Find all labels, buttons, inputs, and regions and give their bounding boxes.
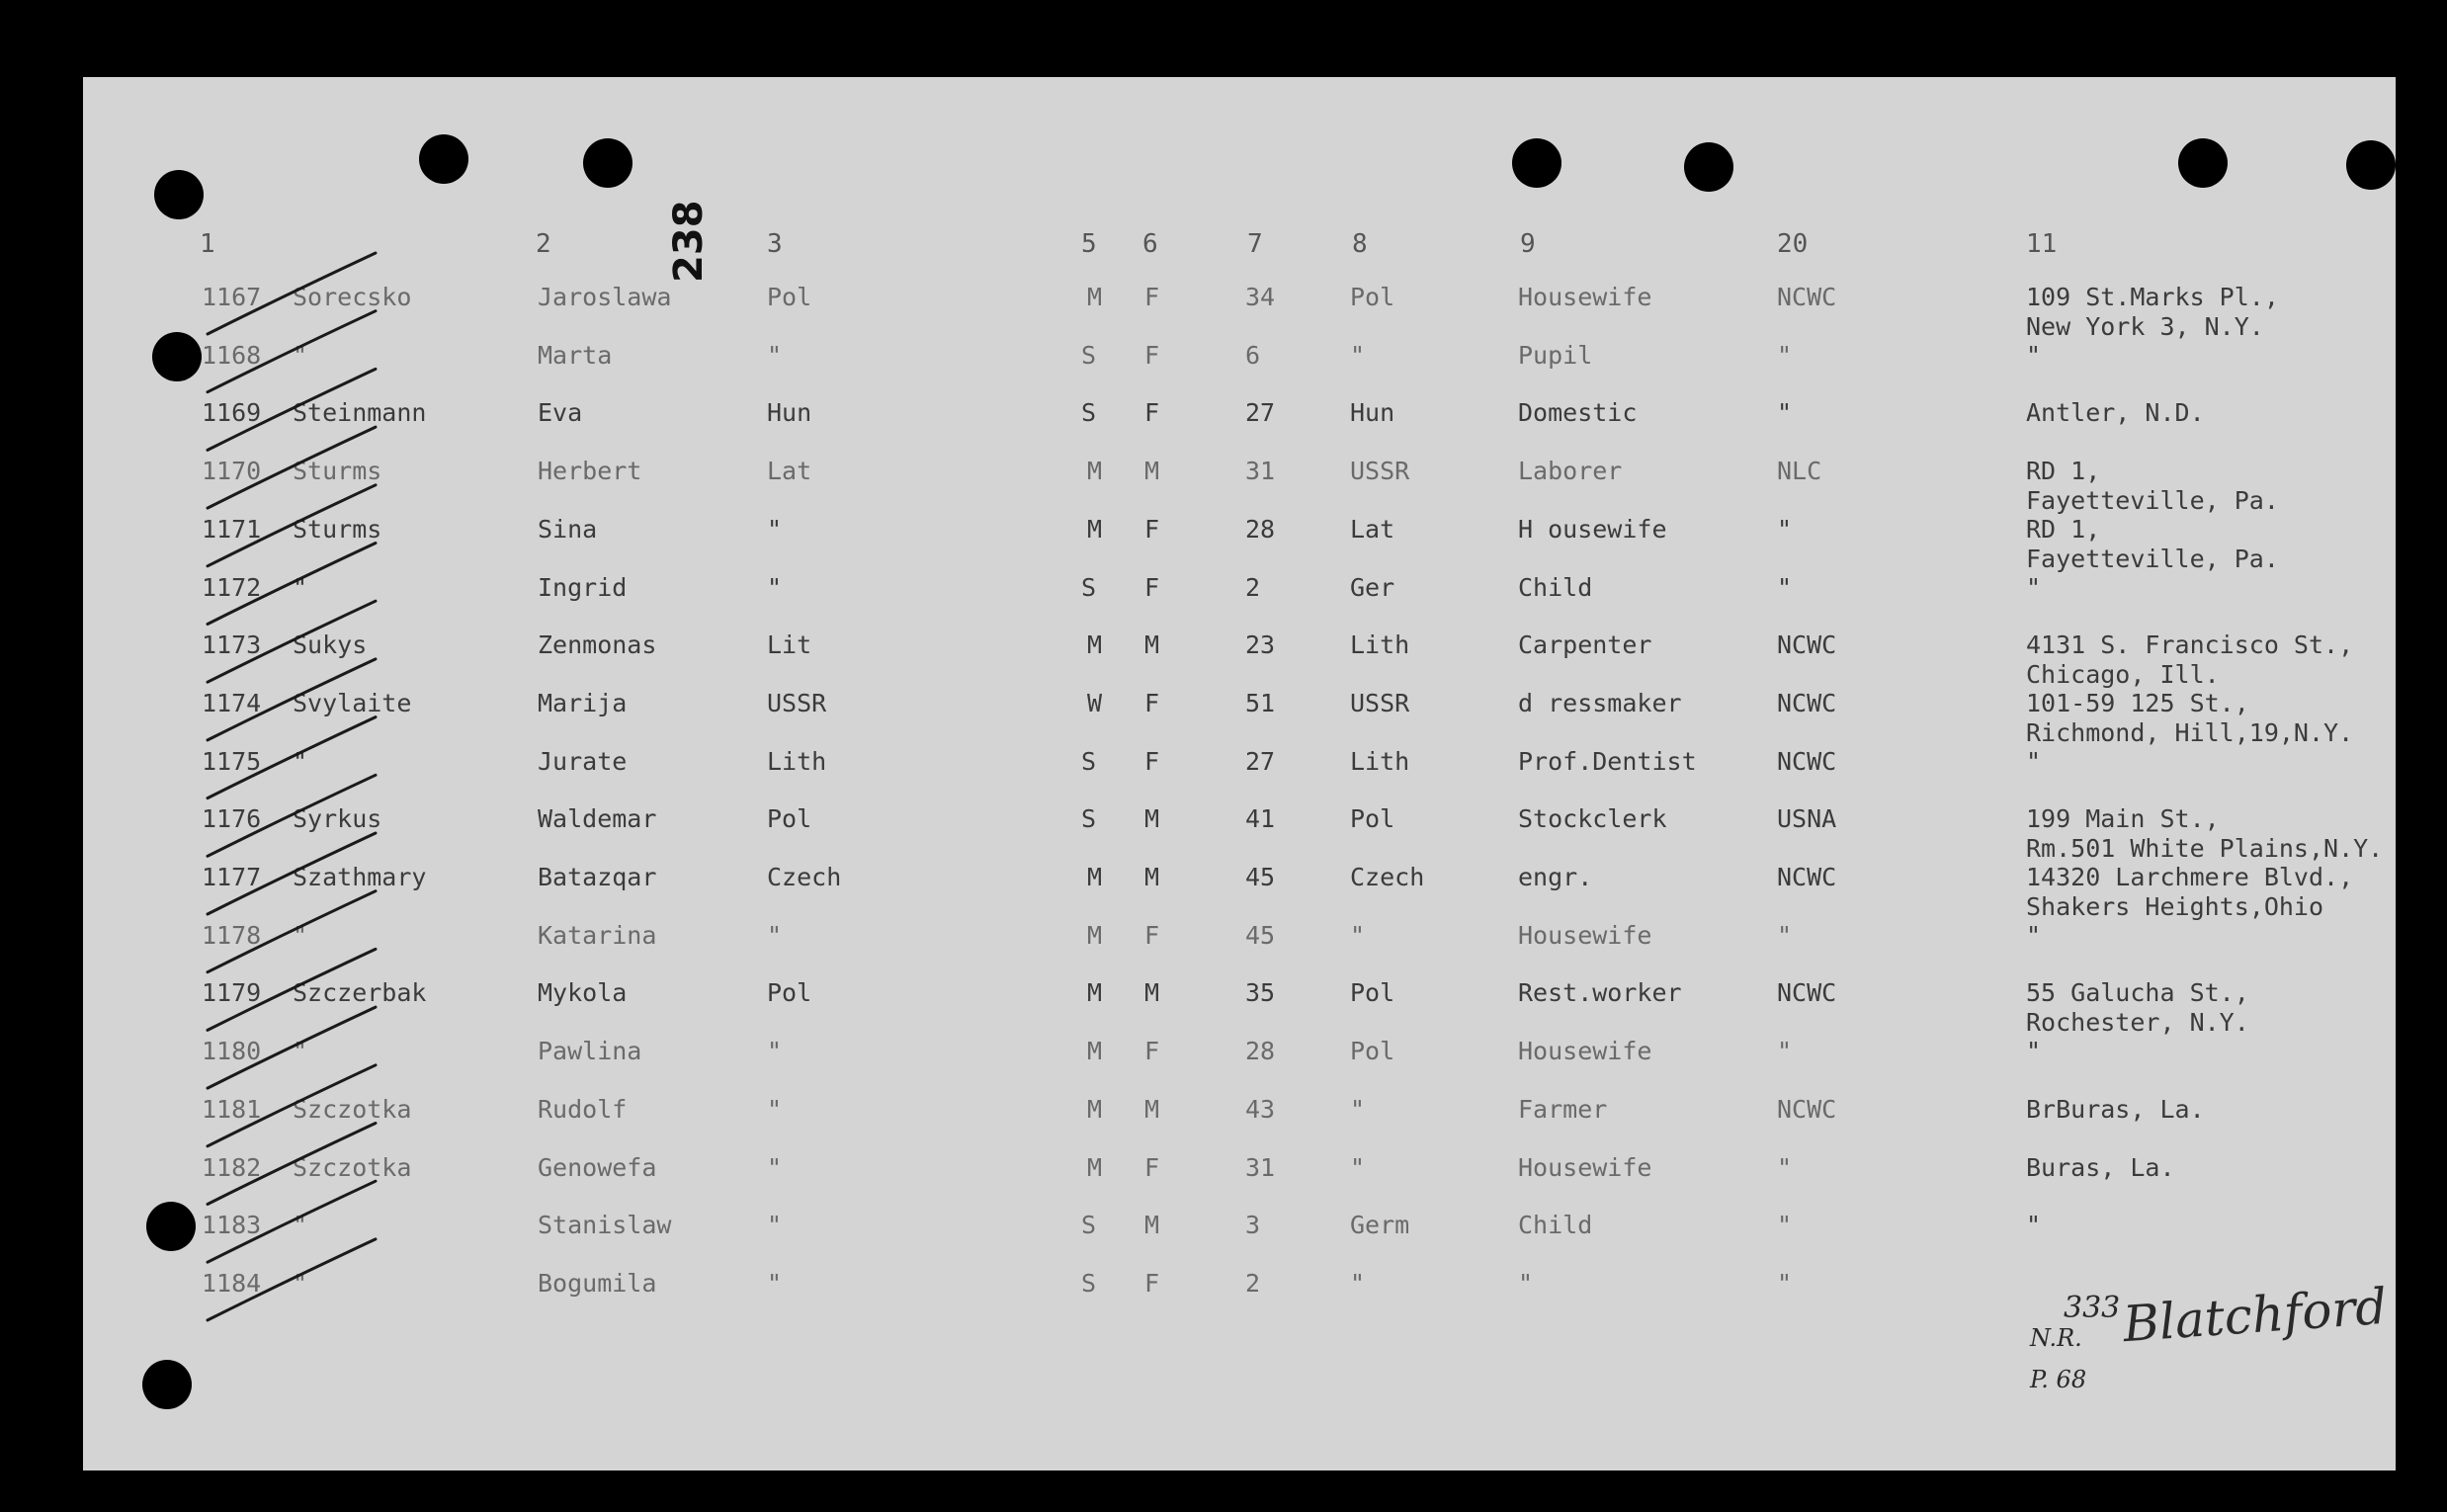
cell-sex: M — [1144, 978, 1160, 1008]
cell-given: Batazqar — [538, 863, 657, 891]
cell-sex: M — [1144, 630, 1160, 660]
punch-hole — [583, 138, 633, 188]
cell-marital: W — [1087, 688, 1103, 717]
cell-agency: NCWC — [1777, 863, 1837, 891]
cell-given: Jaroslawa — [538, 283, 672, 311]
cell-nat: " — [767, 1037, 783, 1066]
cell-birth: Pol — [1350, 283, 1395, 311]
cell-nat: " — [767, 1094, 783, 1124]
cell-sex: F — [1144, 688, 1160, 717]
cell-birth: Germ — [1350, 1211, 1410, 1240]
cell-no: 1182 — [202, 1152, 262, 1182]
cell-occupation: Stockclerk — [1518, 804, 1667, 834]
cell-address: Richmond, Hill,19,N.Y. — [2026, 717, 2354, 747]
cell-address: 55 Galucha St., — [2026, 978, 2249, 1008]
cell-occupation: Housewife — [1518, 1152, 1652, 1182]
cell-marital: M — [1087, 1152, 1103, 1182]
cell-agency: " — [1777, 1037, 1793, 1066]
cell-no: 1179 — [202, 978, 262, 1008]
punch-hole — [152, 332, 202, 381]
cell-address: 14320 Larchmere Blvd., — [2026, 863, 2354, 891]
cell-age: 31 — [1245, 457, 1276, 486]
cell-given: Herbert — [538, 457, 642, 486]
footer-handwritten-name: Blatchford — [2121, 1277, 2390, 1354]
column-header: 5 — [1081, 229, 1097, 259]
cell-marital: M — [1087, 1094, 1103, 1124]
cell-birth: Lat — [1350, 514, 1395, 544]
cell-sex: F — [1144, 572, 1160, 602]
cell-no: 1170 — [202, 457, 262, 486]
cell-agency: NCWC — [1777, 1094, 1837, 1124]
cell-sex: F — [1144, 1268, 1160, 1298]
cell-address: " — [2026, 572, 2042, 602]
cell-nat: " — [767, 1211, 783, 1240]
cell-surname: Svylaite — [293, 688, 412, 717]
cell-birth: USSR — [1350, 688, 1410, 717]
column-header: 8 — [1352, 229, 1368, 259]
cell-sex: M — [1144, 1211, 1160, 1240]
column-header: 7 — [1247, 229, 1263, 259]
cell-occupation: Carpenter — [1518, 630, 1652, 660]
cell-occupation: Housewife — [1518, 283, 1652, 311]
cell-surname: Szczerbak — [293, 978, 427, 1008]
cell-agency: " — [1777, 572, 1793, 602]
cell-sex: M — [1144, 804, 1160, 834]
cell-occupation: Pupil — [1518, 340, 1593, 370]
cell-agency: NCWC — [1777, 746, 1837, 776]
cell-address: RD 1, — [2026, 457, 2101, 486]
cell-marital: S — [1081, 1211, 1097, 1240]
cell-address: " — [2026, 1211, 2042, 1240]
cell-surname: Syrkus — [293, 804, 382, 834]
cell-given: Stanislaw — [538, 1211, 672, 1240]
cell-address: RD 1, — [2026, 514, 2101, 544]
cell-surname: " — [293, 572, 308, 602]
column-header: 9 — [1520, 229, 1536, 259]
cell-marital: M — [1087, 514, 1103, 544]
cell-agency: NCWC — [1777, 630, 1837, 660]
cell-birth: " — [1350, 1152, 1366, 1182]
cell-agency: NCWC — [1777, 688, 1837, 717]
cell-sex: F — [1144, 340, 1160, 370]
cell-no: 1177 — [202, 863, 262, 891]
cell-address: 101-59 125 St., — [2026, 688, 2249, 717]
cell-no: 1174 — [202, 688, 262, 717]
cell-given: Zenmonas — [538, 630, 657, 660]
cell-birth: " — [1350, 920, 1366, 950]
cell-nat: Pol — [767, 804, 812, 834]
cell-address: 109 St.Marks Pl., — [2026, 283, 2279, 311]
cell-surname: Sturms — [293, 457, 382, 486]
cell-occupation: Laborer — [1518, 457, 1623, 486]
cell-birth: Lith — [1350, 630, 1410, 660]
cell-given: Eva — [538, 398, 583, 428]
punch-hole — [1512, 138, 1561, 188]
cell-birth: Lith — [1350, 746, 1410, 776]
cell-occupation: Child — [1518, 572, 1593, 602]
cell-birth: Ger — [1350, 572, 1395, 602]
cell-age: 27 — [1245, 398, 1276, 428]
cell-agency: " — [1777, 1211, 1793, 1240]
cell-given: Jurate — [538, 746, 628, 776]
cell-address: Rochester, N.Y. — [2026, 1008, 2249, 1038]
cell-address: 199 Main St., — [2026, 804, 2220, 834]
cell-occupation: H ousewife — [1518, 514, 1667, 544]
cell-given: Sina — [538, 514, 598, 544]
cell-birth: " — [1350, 1268, 1366, 1298]
cell-surname: Steinmann — [293, 398, 427, 428]
cell-birth: " — [1350, 340, 1366, 370]
cell-age: 41 — [1245, 804, 1276, 834]
cell-no: 1176 — [202, 804, 262, 834]
cell-nat: USSR — [767, 688, 827, 717]
cell-given: Genowefa — [538, 1152, 657, 1182]
punch-hole — [2178, 138, 2228, 188]
cell-age: 6 — [1245, 340, 1261, 370]
cell-sex: F — [1144, 398, 1160, 428]
cell-agency: " — [1777, 340, 1793, 370]
cell-nat: " — [767, 340, 783, 370]
cell-sex: M — [1144, 1094, 1160, 1124]
cell-no: 1175 — [202, 746, 262, 776]
cell-age: 28 — [1245, 1037, 1276, 1066]
column-header: 6 — [1142, 229, 1158, 259]
cell-age: 3 — [1245, 1211, 1261, 1240]
footer-page-label: P. 68 — [2030, 1366, 2087, 1393]
cell-surname: " — [293, 1037, 308, 1066]
cell-agency: USNA — [1777, 804, 1837, 834]
cell-nat: Lit — [767, 630, 812, 660]
cell-birth: Czech — [1350, 863, 1425, 891]
cell-sex: M — [1144, 457, 1160, 486]
cell-sex: F — [1144, 283, 1160, 311]
cell-agency: " — [1777, 514, 1793, 544]
cell-nat: " — [767, 1268, 783, 1298]
cell-surname: " — [293, 340, 308, 370]
cell-age: 43 — [1245, 1094, 1276, 1124]
cell-address: Rm.501 White Plains,N.Y. — [2026, 834, 2384, 864]
cell-surname: Szczotka — [293, 1152, 412, 1182]
cell-given: Mykola — [538, 978, 628, 1008]
cell-occupation: Prof.Dentist — [1518, 746, 1697, 776]
cell-address: New York 3, N.Y. — [2026, 312, 2264, 341]
cell-occupation: Domestic — [1518, 398, 1638, 428]
cell-given: Rudolf — [538, 1094, 628, 1124]
cell-given: Marta — [538, 340, 613, 370]
cell-occupation: Child — [1518, 1211, 1593, 1240]
cell-sex: F — [1144, 920, 1160, 950]
cell-given: Katarina — [538, 920, 657, 950]
cell-age: 27 — [1245, 746, 1276, 776]
cell-sex: M — [1144, 863, 1160, 891]
cell-agency: " — [1777, 398, 1793, 428]
cell-occupation: engr. — [1518, 863, 1593, 891]
cell-age: 45 — [1245, 920, 1276, 950]
cell-agency: " — [1777, 920, 1793, 950]
cell-nat: " — [767, 920, 783, 950]
cell-address: BrBuras, La. — [2026, 1094, 2205, 1124]
cell-occupation: " — [1518, 1268, 1534, 1298]
cell-no: 1173 — [202, 630, 262, 660]
cell-marital: M — [1087, 863, 1103, 891]
cell-agency: NCWC — [1777, 978, 1837, 1008]
cell-no: 1178 — [202, 920, 262, 950]
cell-given: Bogumila — [538, 1268, 657, 1298]
cell-address: Shakers Heights,Ohio — [2026, 892, 2324, 921]
footer-nr-number: 333 — [2064, 1291, 2121, 1325]
cell-surname: Szczotka — [293, 1094, 412, 1124]
column-header: 3 — [767, 229, 783, 259]
cell-sex: F — [1144, 746, 1160, 776]
cell-surname: " — [293, 746, 308, 776]
cell-age: 34 — [1245, 283, 1276, 311]
cell-nat: " — [767, 514, 783, 544]
cell-marital: S — [1081, 1268, 1097, 1298]
cell-address: " — [2026, 1037, 2042, 1066]
cell-no: 1181 — [202, 1094, 262, 1124]
cell-age: 23 — [1245, 630, 1276, 660]
cell-occupation: Housewife — [1518, 1037, 1652, 1066]
cell-marital: M — [1087, 457, 1103, 486]
cell-agency: NCWC — [1777, 283, 1837, 311]
cell-no: 1168 — [202, 340, 262, 370]
punch-hole — [154, 170, 204, 219]
cell-nat: Czech — [767, 863, 842, 891]
cell-no: 1183 — [202, 1211, 262, 1240]
cell-surname: Sturms — [293, 514, 382, 544]
cell-marital: S — [1081, 398, 1097, 428]
cell-marital: M — [1087, 283, 1103, 311]
cell-age: 31 — [1245, 1152, 1276, 1182]
cell-address: Fayetteville, Pa. — [2026, 544, 2279, 573]
cell-marital: S — [1081, 340, 1097, 370]
footer-nr-label: N.R. — [2030, 1324, 2082, 1352]
cell-agency: NLC — [1777, 457, 1822, 486]
cell-nat: " — [767, 572, 783, 602]
cell-address: " — [2026, 340, 2042, 370]
cell-surname: " — [293, 1211, 308, 1240]
cell-marital: M — [1087, 630, 1103, 660]
cell-agency: " — [1777, 1152, 1793, 1182]
cell-no: 1169 — [202, 398, 262, 428]
cell-surname: " — [293, 1268, 308, 1298]
cell-nat: Pol — [767, 978, 812, 1008]
cell-given: Ingrid — [538, 572, 628, 602]
cell-address: Chicago, Ill. — [2026, 660, 2220, 690]
cell-occupation: Farmer — [1518, 1094, 1608, 1124]
cell-address: Antler, N.D. — [2026, 398, 2205, 428]
cell-nat: " — [767, 1152, 783, 1182]
cell-marital: M — [1087, 978, 1103, 1008]
cell-age: 28 — [1245, 514, 1276, 544]
cell-surname: Szathmary — [293, 863, 427, 891]
column-header: 20 — [1777, 229, 1809, 259]
cell-nat: Lith — [767, 746, 827, 776]
cell-age: 35 — [1245, 978, 1276, 1008]
cell-marital: M — [1087, 920, 1103, 950]
cell-nat: Lat — [767, 457, 812, 486]
cell-occupation: Rest.worker — [1518, 978, 1682, 1008]
column-header: 2 — [536, 229, 551, 259]
cell-age: 2 — [1245, 1268, 1261, 1298]
column-header: 11 — [2026, 229, 2058, 259]
cell-address: " — [2026, 746, 2042, 776]
cell-age: 45 — [1245, 863, 1276, 891]
cell-surname: " — [293, 920, 308, 950]
cell-occupation: d ressmaker — [1518, 688, 1682, 717]
cell-address: 4131 S. Francisco St., — [2026, 630, 2354, 660]
cell-nat: Hun — [767, 398, 812, 428]
cell-marital: S — [1081, 746, 1097, 776]
column-header: 1 — [200, 229, 215, 259]
cell-given: Pawlina — [538, 1037, 642, 1066]
punch-hole — [419, 134, 468, 184]
cell-given: Marija — [538, 688, 628, 717]
cell-sex: F — [1144, 1152, 1160, 1182]
punch-hole — [1684, 142, 1733, 192]
punch-hole — [142, 1360, 192, 1409]
cell-marital: S — [1081, 804, 1097, 834]
cell-birth: Pol — [1350, 978, 1395, 1008]
cell-nat: Pol — [767, 283, 812, 311]
cell-given: Waldemar — [538, 804, 657, 834]
stamp-number: 238 — [666, 200, 712, 283]
cell-no: 1171 — [202, 514, 262, 544]
cell-birth: USSR — [1350, 457, 1410, 486]
cell-age: 51 — [1245, 688, 1276, 717]
cell-address: Buras, La. — [2026, 1152, 2175, 1182]
cell-no: 1180 — [202, 1037, 262, 1066]
cell-marital: S — [1081, 572, 1097, 602]
cell-sex: F — [1144, 514, 1160, 544]
cell-birth: Pol — [1350, 1037, 1395, 1066]
cell-surname: Sorecsko — [293, 283, 412, 311]
cell-no: 1184 — [202, 1268, 262, 1298]
cell-no: 1172 — [202, 572, 262, 602]
cell-no: 1167 — [202, 283, 262, 311]
cell-age: 2 — [1245, 572, 1261, 602]
cell-birth: " — [1350, 1094, 1366, 1124]
cell-agency: " — [1777, 1268, 1793, 1298]
cell-address: Fayetteville, Pa. — [2026, 486, 2279, 516]
cell-sex: F — [1144, 1037, 1160, 1066]
cell-birth: Pol — [1350, 804, 1395, 834]
cell-occupation: Housewife — [1518, 920, 1652, 950]
punch-hole — [146, 1202, 196, 1251]
cell-surname: Sukys — [293, 630, 368, 660]
cell-marital: M — [1087, 1037, 1103, 1066]
cell-birth: Hun — [1350, 398, 1395, 428]
cell-address: " — [2026, 920, 2042, 950]
punch-hole — [2346, 140, 2396, 190]
